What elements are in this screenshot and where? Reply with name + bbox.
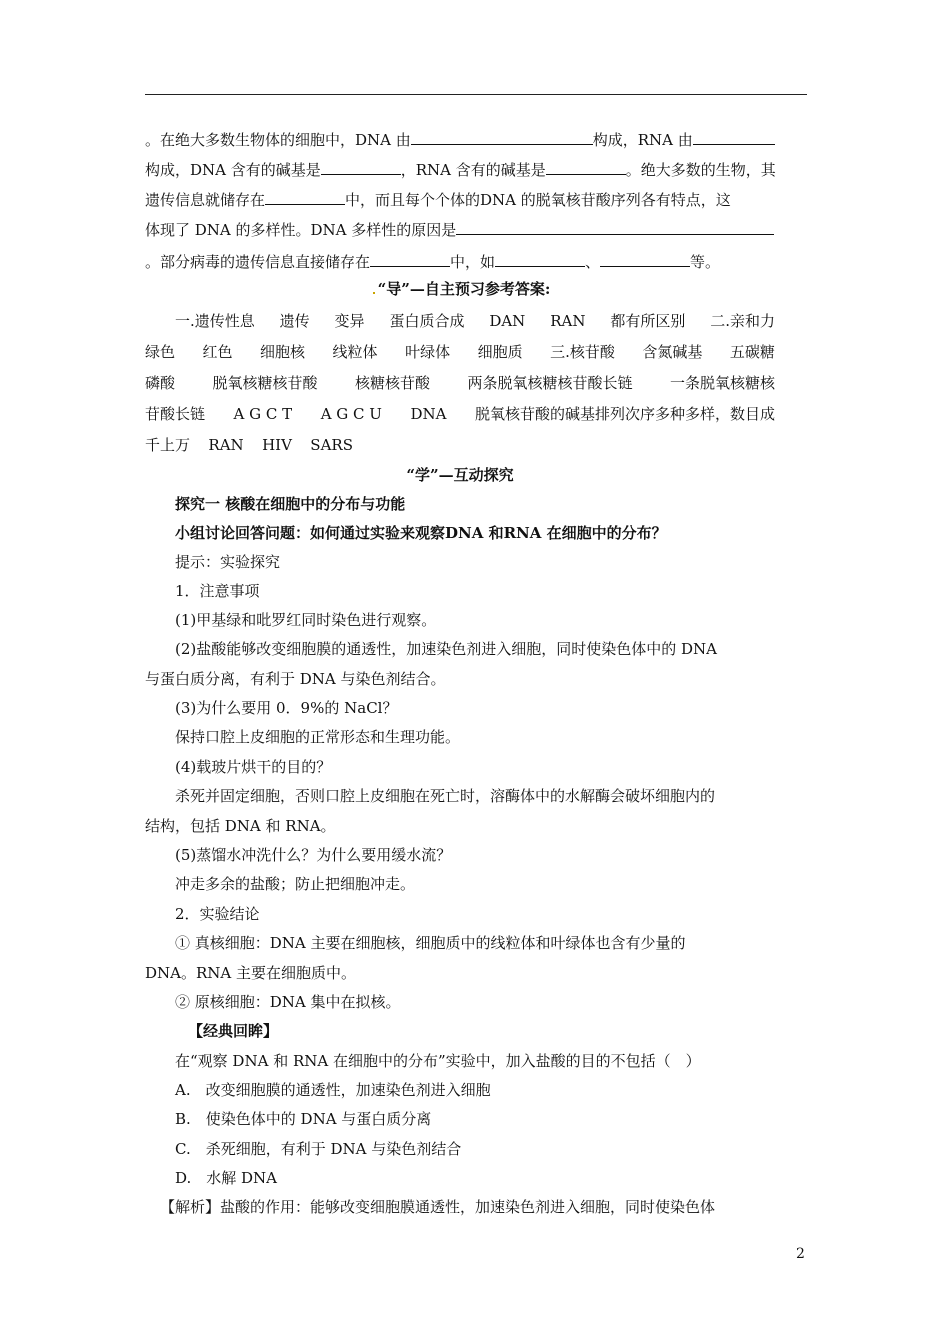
- answer-item: 叶绿体: [405, 343, 451, 361]
- answers-line-1: [145, 311, 775, 331]
- answer-item: 绿色: [145, 343, 176, 361]
- note-5-question: (5)蒸馏水冲洗什么？为什么要用缓水流？: [175, 846, 452, 864]
- option-b[interactable]: B. 使染色体中的 DNA 与蛋白质分离: [175, 1110, 432, 1128]
- answer-item: 变异: [334, 312, 365, 330]
- answers-line-4: [145, 404, 775, 424]
- conclusion-1-line-1: ① 真核细胞：DNA 主要在细胞核，细胞质中的线粒体和叶绿体也含有少量的: [175, 934, 686, 952]
- text: 。绝大多数的生物，其: [625, 161, 776, 179]
- group-question: 小组讨论回答问题：如何通过实验来观察DNA 和RNA 在细胞中的分布？: [175, 524, 667, 542]
- analysis-line: [160, 1197, 790, 1217]
- answer-item: 五碳糖: [729, 343, 775, 361]
- note-3-question: (3)为什么要用 0．9%的 NaCl？: [175, 699, 398, 717]
- answer-item: HIV: [262, 436, 292, 454]
- notes-heading: 1．注意事项: [175, 582, 260, 600]
- answer-item: RAN: [208, 436, 244, 454]
- note-2-line-2: 与蛋白质分离，有利于 DNA 与染色剂结合。: [145, 670, 446, 688]
- text: 体现了 DNA 的多样性。DNA 多样性的原因是: [145, 221, 457, 239]
- text: 构成，DNA 含有的碱基是: [145, 161, 321, 179]
- answer-item: 一条脱氧核糖核: [669, 374, 775, 392]
- preview-line-1: [145, 130, 775, 150]
- answer-blank[interactable]: [411, 130, 593, 145]
- answer-blank[interactable]: [265, 190, 345, 205]
- answer-blank[interactable]: [600, 252, 690, 267]
- text: 中，而且每个个体的DNA 的脱氧核苷酸序列各有特点，这: [345, 191, 731, 209]
- answer-item: SARS: [310, 436, 353, 454]
- preview-line-4: [145, 220, 775, 240]
- page-number: 2: [796, 1246, 805, 1262]
- heading-text: “导”—自主预习参考答案:: [377, 280, 551, 298]
- answers-line-3: [145, 373, 775, 393]
- answer-blank[interactable]: [546, 160, 626, 175]
- conclusion-1-line-2: DNA。RNA 主要在细胞质中。: [145, 964, 357, 982]
- answer-item: 脱氧核糖核苷酸: [212, 374, 318, 392]
- text: 、: [585, 253, 601, 271]
- answer-item: 脱氧核苷酸的碱基排列次序多种多样，数目成: [474, 405, 775, 423]
- text: 构成，RNA 由: [592, 131, 693, 149]
- option-a[interactable]: A. 改变细胞膜的通透性，加速染色剂进入细胞: [175, 1081, 491, 1099]
- note-2-line-1: (2)盐酸能够改变细胞膜的通透性，加速染色剂进入细胞，同时使染色体中的 DNA: [175, 640, 718, 658]
- answer-item: 都有所区别: [610, 312, 686, 330]
- option-d[interactable]: D. 水解 DNA: [175, 1169, 278, 1187]
- answer-item: A G C T: [233, 405, 293, 423]
- note-4-answer-line-2: 结构，包括 DNA 和 RNA。: [145, 817, 336, 835]
- note-5-answer: 冲走多余的盐酸；防止把细胞冲走。: [175, 875, 416, 893]
- answer-blank[interactable]: [321, 160, 401, 175]
- preview-line-3: [145, 190, 775, 210]
- answer-item: 线粒体: [332, 343, 378, 361]
- answer-item: 三.核苷酸: [550, 343, 615, 361]
- preview-line-5: [145, 252, 775, 272]
- answer-item: 二.亲和力: [710, 312, 775, 330]
- answer-item: A G C U: [320, 405, 382, 423]
- answer-item: DAN: [489, 312, 526, 330]
- analysis-text: 盐酸的作用：能够改变细胞膜通透性，加速染色剂进入细胞，同时使染色体: [220, 1198, 716, 1216]
- answer-blank[interactable]: [693, 130, 775, 145]
- answer-item: 蛋白质合成: [389, 312, 465, 330]
- answers-heading: [145, 279, 775, 299]
- note-1: (1)甲基绿和吡罗红同时染色进行观察。: [175, 611, 437, 629]
- answer-item: 两条脱氧核糖核苷酸长链: [467, 374, 633, 392]
- answer-item: 苷酸长链: [145, 405, 206, 423]
- explore-title: 探究一 核酸在细胞中的分布与功能: [175, 495, 406, 513]
- analysis-label: 【解析】: [160, 1198, 221, 1216]
- answer-item: 磷酸: [145, 374, 176, 392]
- header-rule: [145, 94, 807, 95]
- answers-line-5: [145, 435, 353, 455]
- answer-item: 含氮碱基: [642, 343, 703, 361]
- answer-item: 细胞质: [477, 343, 523, 361]
- question-text: 在“观察 DNA 和 RNA 在细胞中的分布”实验中，加入盐酸的目的不包括（ ）: [175, 1052, 701, 1070]
- answer-blank[interactable]: [370, 252, 450, 267]
- option-c[interactable]: C. 杀死细胞，有利于 DNA 与染色剂结合: [175, 1140, 462, 1158]
- answer-item: 遗传: [279, 312, 310, 330]
- decor-dot: [373, 292, 375, 294]
- answer-item: 一.遗传性息: [175, 312, 255, 330]
- text: 中，如: [450, 253, 496, 271]
- conclusion-heading: 2．实验结论: [175, 905, 260, 923]
- text: 遗传信息就储存在: [145, 191, 266, 209]
- answer-item: 细胞核: [260, 343, 306, 361]
- text: 。在绝大多数生物体的细胞中，DNA 由: [145, 131, 411, 149]
- classic-heading: 【经典回眸】: [188, 1022, 279, 1040]
- hint-text: 提示：实验探究: [175, 553, 281, 571]
- text: 等。: [690, 253, 721, 271]
- conclusion-2: ② 原核细胞：DNA 集中在拟核。: [175, 993, 401, 1011]
- section-heading: “学”—互动探究: [406, 466, 514, 484]
- preview-line-2: [145, 160, 775, 180]
- text: 。部分病毒的遗传信息直接储存在: [145, 253, 371, 271]
- note-4-answer-line-1: 杀死并固定细胞，否则口腔上皮细胞在死亡时，溶酶体中的水解酶会破坏细胞内的: [175, 787, 716, 805]
- answers-line-2: [145, 342, 775, 362]
- answer-item: 红色: [202, 343, 233, 361]
- answer-item: DNA: [410, 405, 447, 423]
- note-3-answer: 保持口腔上皮细胞的正常形态和生理功能。: [175, 728, 461, 746]
- answer-item: RAN: [550, 312, 586, 330]
- note-4-question: (4)载玻片烘干的目的？: [175, 758, 332, 776]
- answer-item: 核糖核苷酸: [354, 374, 430, 392]
- answer-item: 千上万: [145, 436, 191, 454]
- answer-blank[interactable]: [456, 220, 774, 235]
- text: ，RNA 含有的碱基是: [400, 161, 546, 179]
- answer-blank[interactable]: [495, 252, 585, 267]
